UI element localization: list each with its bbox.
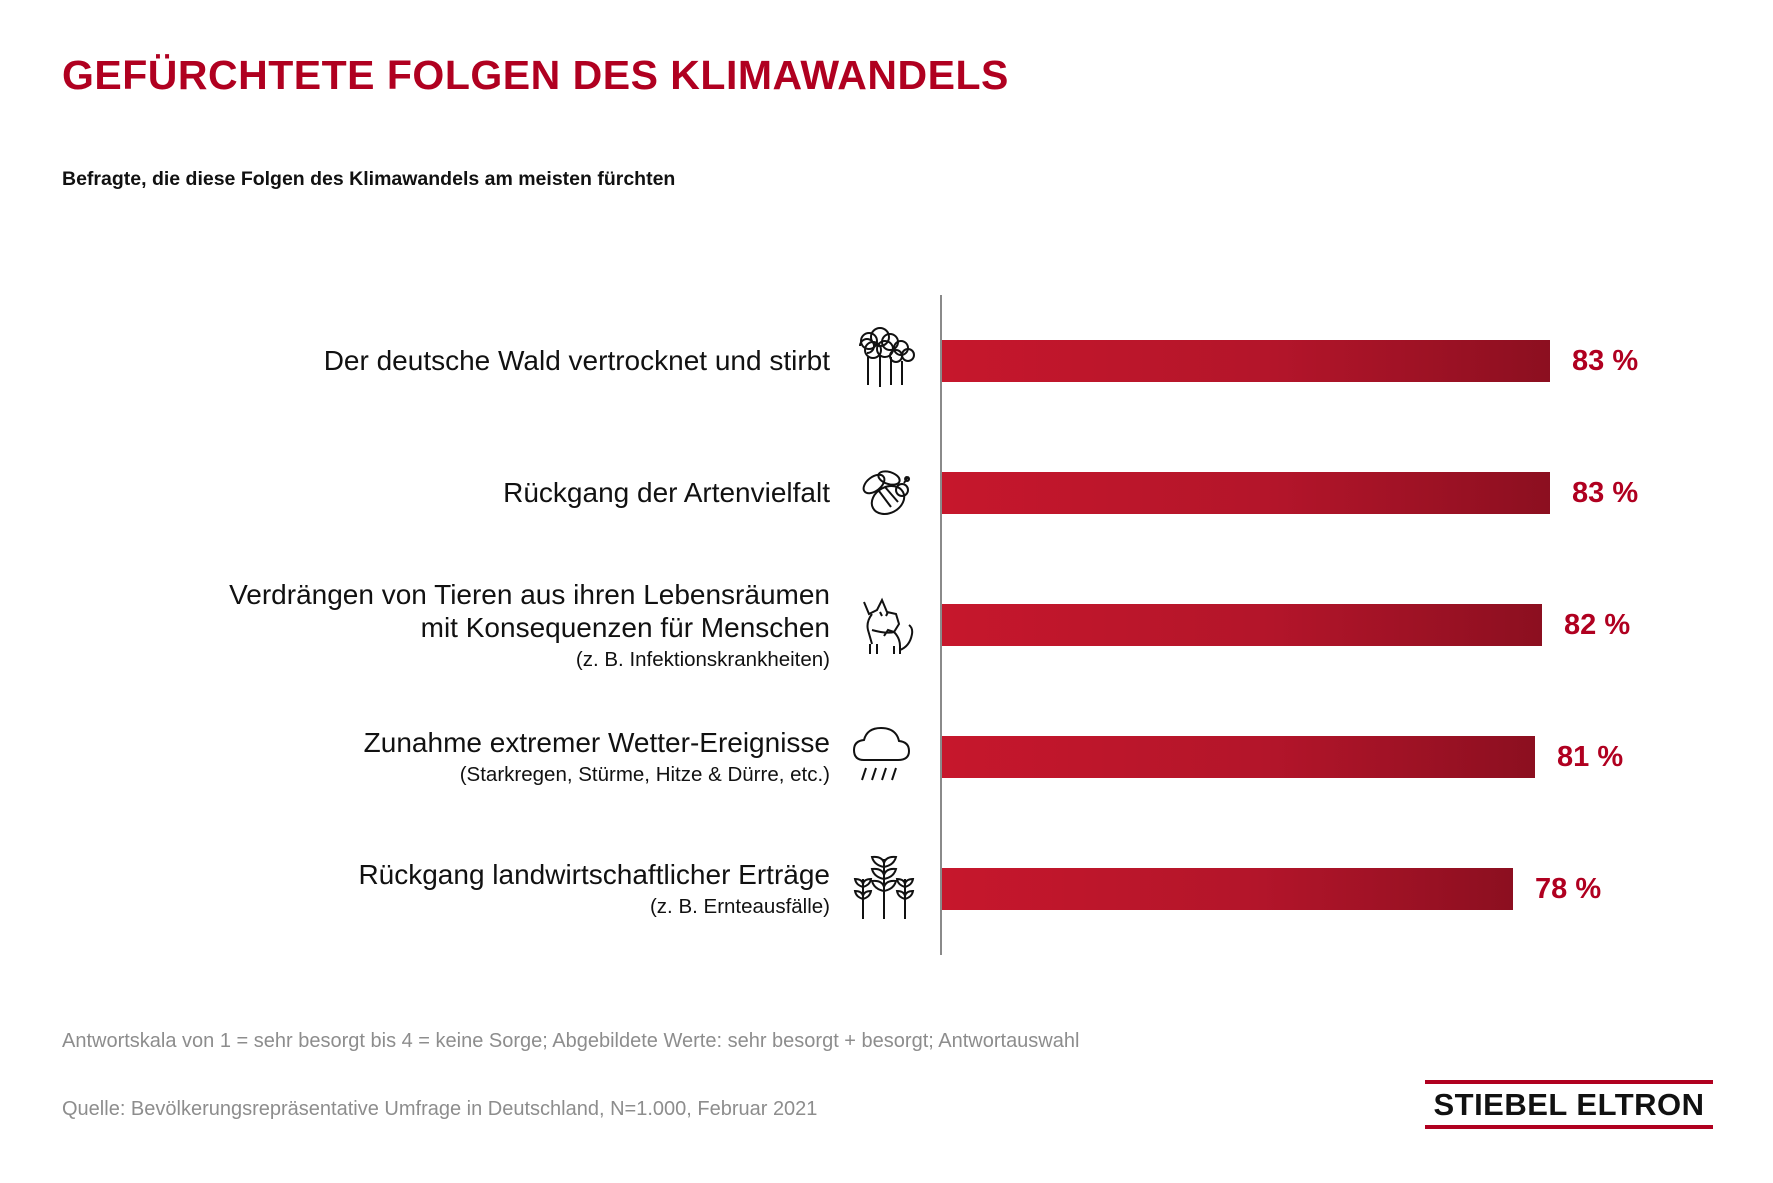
page-subtitle: Befragte, die diese Folgen des Klimawandels am meisten fürchten [62,168,676,190]
row-sub-label: (z. B. Infektionskrankheiten) [575,647,830,671]
bar-value: 78 % [1535,872,1602,905]
row-label-line: Verdrängen von Tieren aus ihren Lebensräumen [229,578,830,610]
bar-track [942,295,1732,427]
bar-track [942,427,1732,559]
chart-row [0,823,1773,955]
row-sub-label: (z. B. Ernteausfälle) [649,895,830,919]
fox-icon [836,559,932,691]
forest-icon [836,295,932,427]
rain-cloud-icon [836,691,932,823]
bar [942,736,1535,778]
bar [942,868,1513,910]
scale-note: Antwortskala von 1 = sehr besorgt bis 4 = keine Sorge; Abgebildete Werte: sehr besorgt + besorgt; Antwortauswahl [62,1030,1080,1052]
page-title: GEFÜRCHTETE FOLGEN DES KLIMAWANDELS [62,52,1009,98]
chart-row [0,427,1773,559]
logo-text: STIEBEL ELTRON [1433,1087,1705,1122]
row-label-line: mit Konsequenzen für Menschen [420,611,830,643]
row-label [40,691,830,823]
row-label [40,559,830,691]
chart-row [0,295,1773,427]
bar [942,472,1550,514]
bar-value: 81 % [1557,740,1624,773]
bar-track [942,823,1732,955]
chart-row [0,559,1773,691]
row-label-line: Rückgang landwirtschaftlicher Erträge [358,859,830,891]
bar-value: 82 % [1564,608,1631,641]
bar-value: 83 % [1572,344,1639,377]
chart-rows [0,295,1773,955]
row-label-line: Der deutsche Wald vertrocknet und stirbt [323,345,830,377]
bar [942,604,1542,646]
source-note: Quelle: Bevölkerungsrepräsentative Umfrage in Deutschland, N=1.000, Februar 2021 [62,1098,818,1120]
logo-rule-bottom [1425,1125,1713,1129]
bar-track [942,691,1732,823]
bar-track [942,559,1732,691]
bee-icon [836,427,932,559]
wheat-icon [836,823,932,955]
row-label [40,295,830,427]
bar-value: 83 % [1572,476,1639,509]
row-label [40,427,830,559]
bar-chart [0,295,1773,955]
row-label [40,823,830,955]
brand-logo [1425,1080,1713,1129]
bar [942,340,1550,382]
row-label-line: Zunahme extremer Wetter-Ereignisse [363,727,830,759]
row-label-line: Rückgang der Artenvielfalt [503,477,830,509]
row-sub-label: (Starkregen, Stürme, Hitze & Dürre, etc.) [459,763,830,787]
chart-row [0,691,1773,823]
